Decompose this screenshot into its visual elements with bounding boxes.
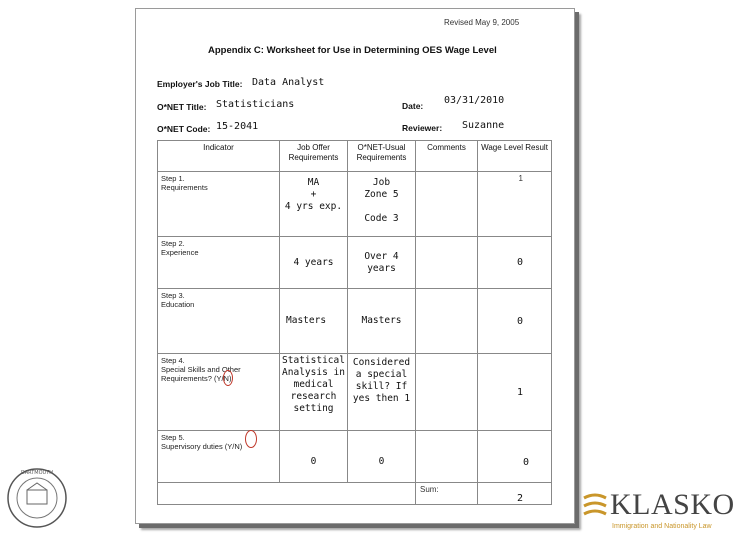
onet-title-value: Statisticians (216, 99, 295, 110)
indicator-cell: Step 3. Education (158, 289, 280, 354)
table-row (158, 289, 552, 354)
header-job-offer: Job Offer Requirements (280, 141, 348, 172)
comments-cell (416, 431, 478, 483)
job-offer-cell: Masters (280, 289, 348, 354)
onet-cell: Over 4 years (348, 237, 416, 289)
onet-code-label: O*NET Code: (157, 124, 211, 134)
comments-cell (416, 289, 478, 354)
worksheet-page (135, 8, 575, 524)
table-row (158, 172, 552, 237)
date-value: 03/31/2010 (444, 95, 505, 106)
onet-cell: Masters (348, 289, 416, 354)
reviewer-label: Reviewer: (402, 123, 443, 133)
wage-level-table (157, 140, 552, 505)
job-offer-cell: MA + 4 yrs exp. (280, 172, 348, 237)
header-wage-level: Wage Level Result (478, 141, 552, 172)
result-cell: 0 (478, 431, 552, 483)
seal-text: DARTMOUTH (20, 470, 54, 476)
job-offer-cell: 4 years (280, 237, 348, 289)
result-cell: 1 (478, 354, 552, 431)
job-offer-cell: 0 (280, 431, 348, 483)
indicator-cell: Step 4. Special Skills and Other Requirements? (Y/N) (158, 354, 280, 431)
header-indicator: Indicator (158, 141, 280, 172)
seal-building-icon (27, 490, 47, 504)
header-onet-usual: O*NET-Usual Requirements (348, 141, 416, 172)
comments-cell (416, 354, 478, 431)
table-header-row (158, 141, 552, 172)
comments-cell (416, 172, 478, 237)
result-cell: 0 (478, 289, 552, 354)
employer-job-title-label: Employer's Job Title: (157, 79, 243, 89)
table-row (158, 237, 552, 289)
employer-job-title-value: Data Analyst (252, 77, 325, 88)
indicator-cell: Step 5. Supervisory duties (Y/N) (158, 431, 280, 483)
onet-cell: Job Zone 5 Code 3 (348, 172, 416, 237)
onet-title-label: O*NET Title: (157, 102, 207, 112)
onet-cell: 0 (348, 431, 416, 483)
job-offer-cell: Statistical Analysis in medical research setting (280, 354, 348, 431)
klasko-mark-icon (582, 492, 608, 522)
revision-date: Revised May 9, 2005 (444, 18, 520, 27)
sum-value: 2 (478, 483, 552, 505)
onet-code-value: 15-2041 (216, 121, 259, 132)
seal-inner-ring (17, 478, 57, 518)
result-cell: 0 (478, 237, 552, 289)
klasko-logo (582, 488, 735, 538)
n-circle-annotation (245, 430, 257, 448)
table-row (158, 354, 552, 431)
reviewer-value: Suzanne (462, 120, 505, 131)
logo-wordmark: KLASKO (610, 488, 735, 521)
result-printed-cell: 1 (478, 172, 552, 237)
sum-label: Sum: (416, 483, 478, 505)
comments-cell (416, 237, 478, 289)
indicator-cell: Step 1. Requirements (158, 172, 280, 237)
sum-row (158, 483, 552, 505)
logo-tagline: Immigration and Nationality Law (612, 523, 712, 530)
table-row (158, 431, 552, 483)
sum-spacer (158, 483, 416, 505)
header-comments: Comments (416, 141, 478, 172)
indicator-cell: Step 2. Experience (158, 237, 280, 289)
seal-roof-icon (27, 483, 47, 490)
worksheet-title: Appendix C: Worksheet for Use in Determining OES Wage Level (208, 45, 497, 56)
onet-cell: Considered a special skill? If yes then 1 (348, 354, 416, 431)
dartmouth-seal (6, 462, 68, 534)
y-circle-annotation (223, 370, 233, 386)
date-label: Date: (402, 101, 424, 111)
